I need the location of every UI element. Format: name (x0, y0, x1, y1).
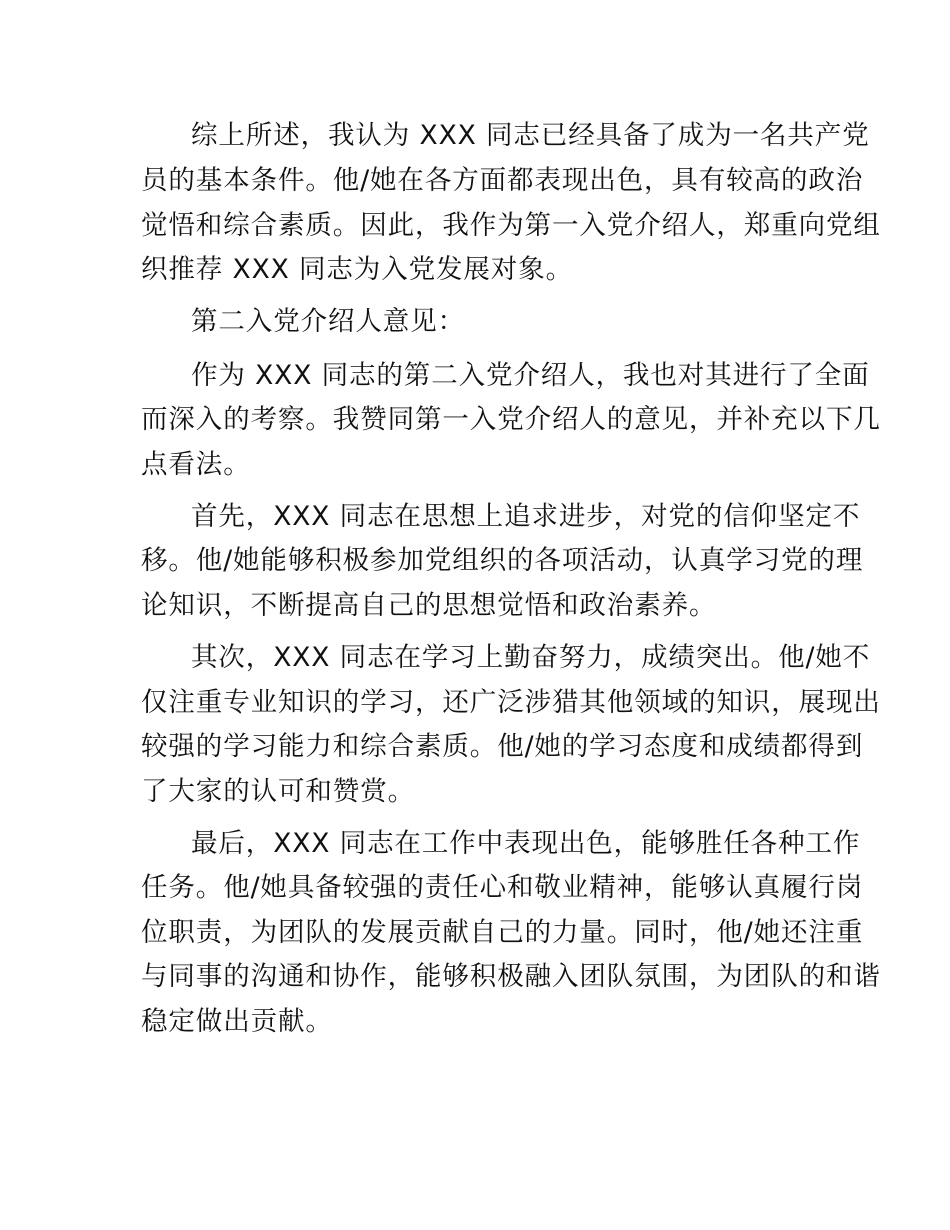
text-line: 与同事的沟通和协作，能够积极融入团队氛围，为团队的和谐 (141, 961, 881, 992)
text-line: 较强的学习能力和综合素质。他/她的学习态度和成绩都得到 (141, 731, 864, 762)
text-line: 员的基本条件。他/她在各方面都表现出色，具有较高的政治 (141, 165, 864, 196)
text-line: 论知识，不断提高自己的思想觉悟和政治素养。 (141, 590, 717, 621)
text-line: 稳定做出贡献。 (141, 1006, 333, 1037)
text-line: 其次，XXX 同志在学习上勤奋努力，成绩突出。他/她不 (191, 642, 871, 673)
text-line: 首先，XXX 同志在思想上追求进步，对党的信仰坚定不 (191, 501, 861, 532)
text-line: 移。他/她能够积极参加党组织的各项活动，认真学习党的理 (141, 545, 864, 576)
section-heading: 第二入党介绍人意见： (191, 306, 465, 337)
text-line: 了大家的认可和赞赏。 (141, 776, 415, 807)
text-line: 织推荐 XXX 同志为入党发展对象。 (141, 254, 574, 285)
text-line: 综上所述，我认为 XXX 同志已经具备了成为一名共产党 (191, 120, 870, 151)
text-line: 点看法。 (141, 449, 251, 480)
text-line: 而深入的考察。我赞同第一入党介绍人的意见，并补充以下几 (141, 404, 881, 435)
text-line: 作为 XXX 同志的第二入党介绍人，我也对其进行了全面 (191, 360, 870, 391)
text-line: 觉悟和综合素质。因此，我作为第一入党介绍人，郑重向党组 (141, 210, 881, 241)
text-line: 仅注重专业知识的学习，还广泛涉猎其他领域的知识，展现出 (141, 687, 881, 718)
text-line: 最后，XXX 同志在工作中表现出色，能够胜任各种工作 (191, 828, 861, 859)
text-line: 位职责，为团队的发展贡献自己的力量。同时，他/她还注重 (141, 917, 864, 948)
text-line: 任务。他/她具备较强的责任心和敬业精神，能够认真履行岗 (141, 872, 864, 903)
